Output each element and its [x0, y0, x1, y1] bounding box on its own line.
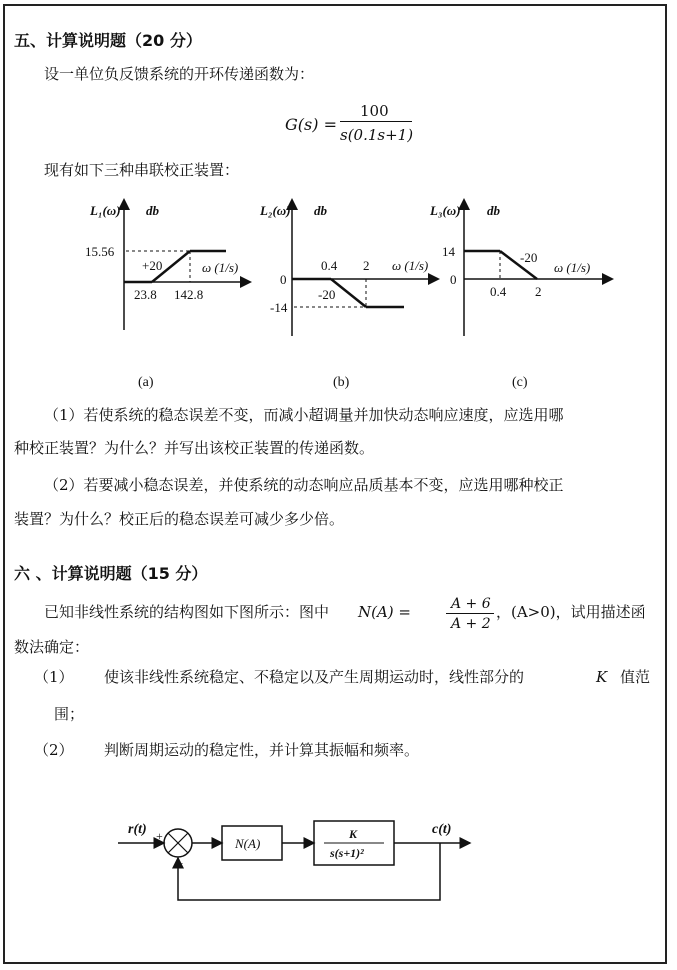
feedback-path — [178, 843, 440, 900]
section5-intro: 设一单位负反馈系统的开环传递函数为： — [44, 65, 315, 83]
s6-q2-text: 判断周期运动的稳定性，并计算其振幅和频率。 — [104, 741, 420, 759]
plot-a-f1: 23.8 — [134, 287, 157, 302]
input-label: r(t) — [128, 822, 147, 837]
plot-c-xlabel: ω (1/s) — [554, 260, 591, 275]
plot-a-caption: (a) — [138, 375, 154, 390]
q1-line2: 种校正装置？为什么？并写出该校正装置的传递函数。 — [14, 439, 375, 457]
plus-sign: + — [156, 829, 163, 843]
plot-b-unit: db — [314, 203, 327, 218]
plot-c-f1: 0.4 — [490, 284, 507, 299]
plot-c-unit: db — [487, 203, 500, 218]
section6-intro-before: 已知非线性系统的结构图如下图所示：图中 — [44, 603, 330, 621]
devices-intro: 现有如下三种串联校正装置： — [44, 161, 240, 179]
s6-q2-number: （2） — [34, 741, 74, 759]
plot-c-zero: 0 — [450, 272, 457, 287]
plot-b-f1: 0.4 — [321, 258, 338, 273]
section6-intro-after: ，(A>0)，试用描述函 — [496, 603, 646, 621]
plot-b-caption: (b) — [333, 375, 350, 390]
s6-q1-number: （1） — [34, 668, 74, 686]
s6-q1-text: 使该非线性系统稳定、不稳定以及产生周期运动时，线性部分的 — [104, 668, 525, 686]
section6-heading: 六 、计算说明题（15 分） — [14, 564, 208, 583]
plot-a-level: 15.56 — [85, 244, 115, 259]
s6-q1-line2: 围； — [54, 705, 85, 723]
q2-line2: 装置？为什么？校正后的稳态误差可减少多少倍。 — [14, 510, 345, 528]
s6-q1-k: K — [596, 668, 608, 686]
plot-c-slope: -20 — [520, 250, 538, 265]
plot-a-ylabel: L₁(ω) — [90, 203, 121, 218]
formula-denominator: s(0.1s+1) — [340, 126, 414, 144]
plot-a-unit: db — [146, 203, 159, 218]
plot-b-ylabel: L₂(ω) — [260, 203, 291, 218]
formula-numerator: 100 — [360, 102, 389, 120]
na-block-label: N(A) — [235, 836, 261, 851]
plot-a-f2: 142.8 — [174, 287, 204, 302]
plot-c-f2: 2 — [535, 284, 542, 299]
plot-b-f2: 2 — [363, 258, 370, 273]
output-label: c(t) — [432, 822, 452, 837]
section5-heading: 五、计算说明题（20 分） — [14, 31, 202, 50]
plot-a-slope: +20 — [142, 258, 163, 273]
plot-b-xlabel: ω (1/s) — [392, 258, 429, 273]
plot-b-slope: -20 — [318, 287, 336, 302]
section6-intro-line2: 数法确定： — [14, 638, 90, 656]
plot-c-caption: (c) — [512, 375, 528, 390]
na-numerator: A + 6 — [451, 596, 491, 612]
na-denominator: A + 2 — [451, 616, 491, 632]
na-lhs: N(A) = — [358, 603, 411, 621]
q1-line1: （1）若使系统的稳态误差不变，而减小超调量并加快动态响应速度，应选用哪 — [44, 406, 564, 424]
plot-a-xlabel: ω (1/s) — [202, 260, 239, 275]
formula-lhs: G(s) = — [285, 115, 337, 134]
q2-line1: （2）若要减小稳态误差，并使系统的动态响应品质基本不变，应选用哪种校正 — [44, 476, 564, 494]
plant-denominator: s(s+1)² — [330, 846, 364, 860]
plot-b-level: -14 — [270, 300, 288, 315]
minus-sign: − — [176, 856, 184, 871]
plant-numerator: K — [349, 827, 358, 841]
plot-c-ylabel: L₃(ω) — [430, 203, 461, 218]
plot-c-level: 14 — [442, 244, 455, 259]
s6-q1-tail: 值范 — [620, 668, 651, 686]
plot-b-zero: 0 — [280, 272, 287, 287]
